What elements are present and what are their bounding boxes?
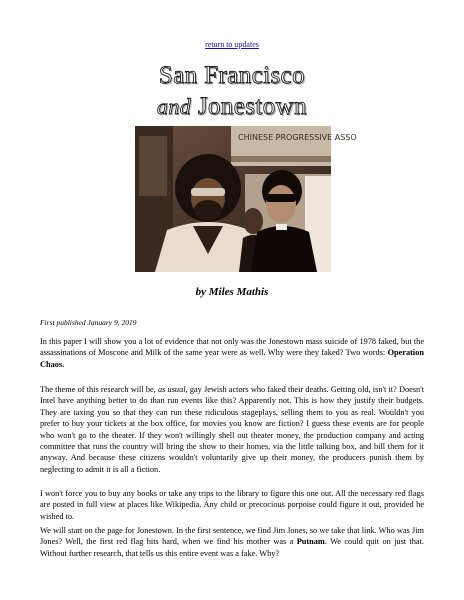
putnam-emphasis: Putnam: [296, 537, 325, 547]
paragraph-3: I won't force you to buy any books or take any trips to the library to figure this one out. All the necessary red flags are posted in full view at places like Wikipedia. Any child or precocious porpoise could figure it out, provided he wished to.: [40, 489, 424, 521]
paragraph-2: [40, 384, 424, 475]
publication-date: First published January 9, 2019: [40, 318, 137, 327]
title-line-2: [0, 93, 464, 121]
title-and: and: [156, 94, 192, 119]
paragraph-4-text-a: We will start on the page for Jonestown. In the first sentence, we find Jim Jones, so we take that link. Who was Jim Jones? Well, the first red flag hits hard, when we find his mother was a: [40, 526, 424, 547]
paragraph-2-text-b: , gay Jewish actors who faked their deaths. Getting old, isn't it? Doesn't Intel have anything better to do than run events like this? Apparently not. This is how they justify their budgets. They are taxing you so that they can run these ridiculous stageplays, selling them to you as real. Wouldn't you prefer to buy your tickets at the box office, for movies you know are fiction? I guess these events are for people who won't go to the theater. If they won't willingly shell out theater money, the production company and acting committee that runs the country will bring the show to their homes, via the little talking box, and bill them for it anyway. And because these citizens wouldn't voluntarily give up their money, the producers punish them by neglecting to admit it is all a fiction.: [40, 385, 424, 474]
paragraph-4-text-b: . We could quit on just that. Without further research, that tells us this entire event was a fake. Why?: [40, 537, 424, 558]
paragraph-1-text: In this paper I will show you a lot of evidence that not only was the Jonestown mass suicide of 1978 faked, but the assassinations of Moscone and Milk of the same year were as well. Why were they faked? Two words:: [40, 337, 424, 358]
paragraph-1: [40, 336, 424, 370]
byline: by Miles Mathis: [195, 286, 269, 298]
operation-chaos-emphasis: Operation Chaos.: [40, 348, 424, 369]
article-photo: [135, 126, 357, 272]
as-usual-emphasis: as usual: [157, 385, 186, 394]
paragraph-2-text-a: The theme of this research will be,: [40, 385, 158, 394]
sign-text: CHINESE PROGRESSIVE ASSO: [238, 133, 357, 142]
return-to-updates-link[interactable]: return to updates: [205, 40, 259, 49]
paragraph-4: [40, 525, 424, 586]
title-jonestown: Jonestown: [197, 93, 307, 120]
title-line-1: San Francisco: [158, 62, 306, 89]
